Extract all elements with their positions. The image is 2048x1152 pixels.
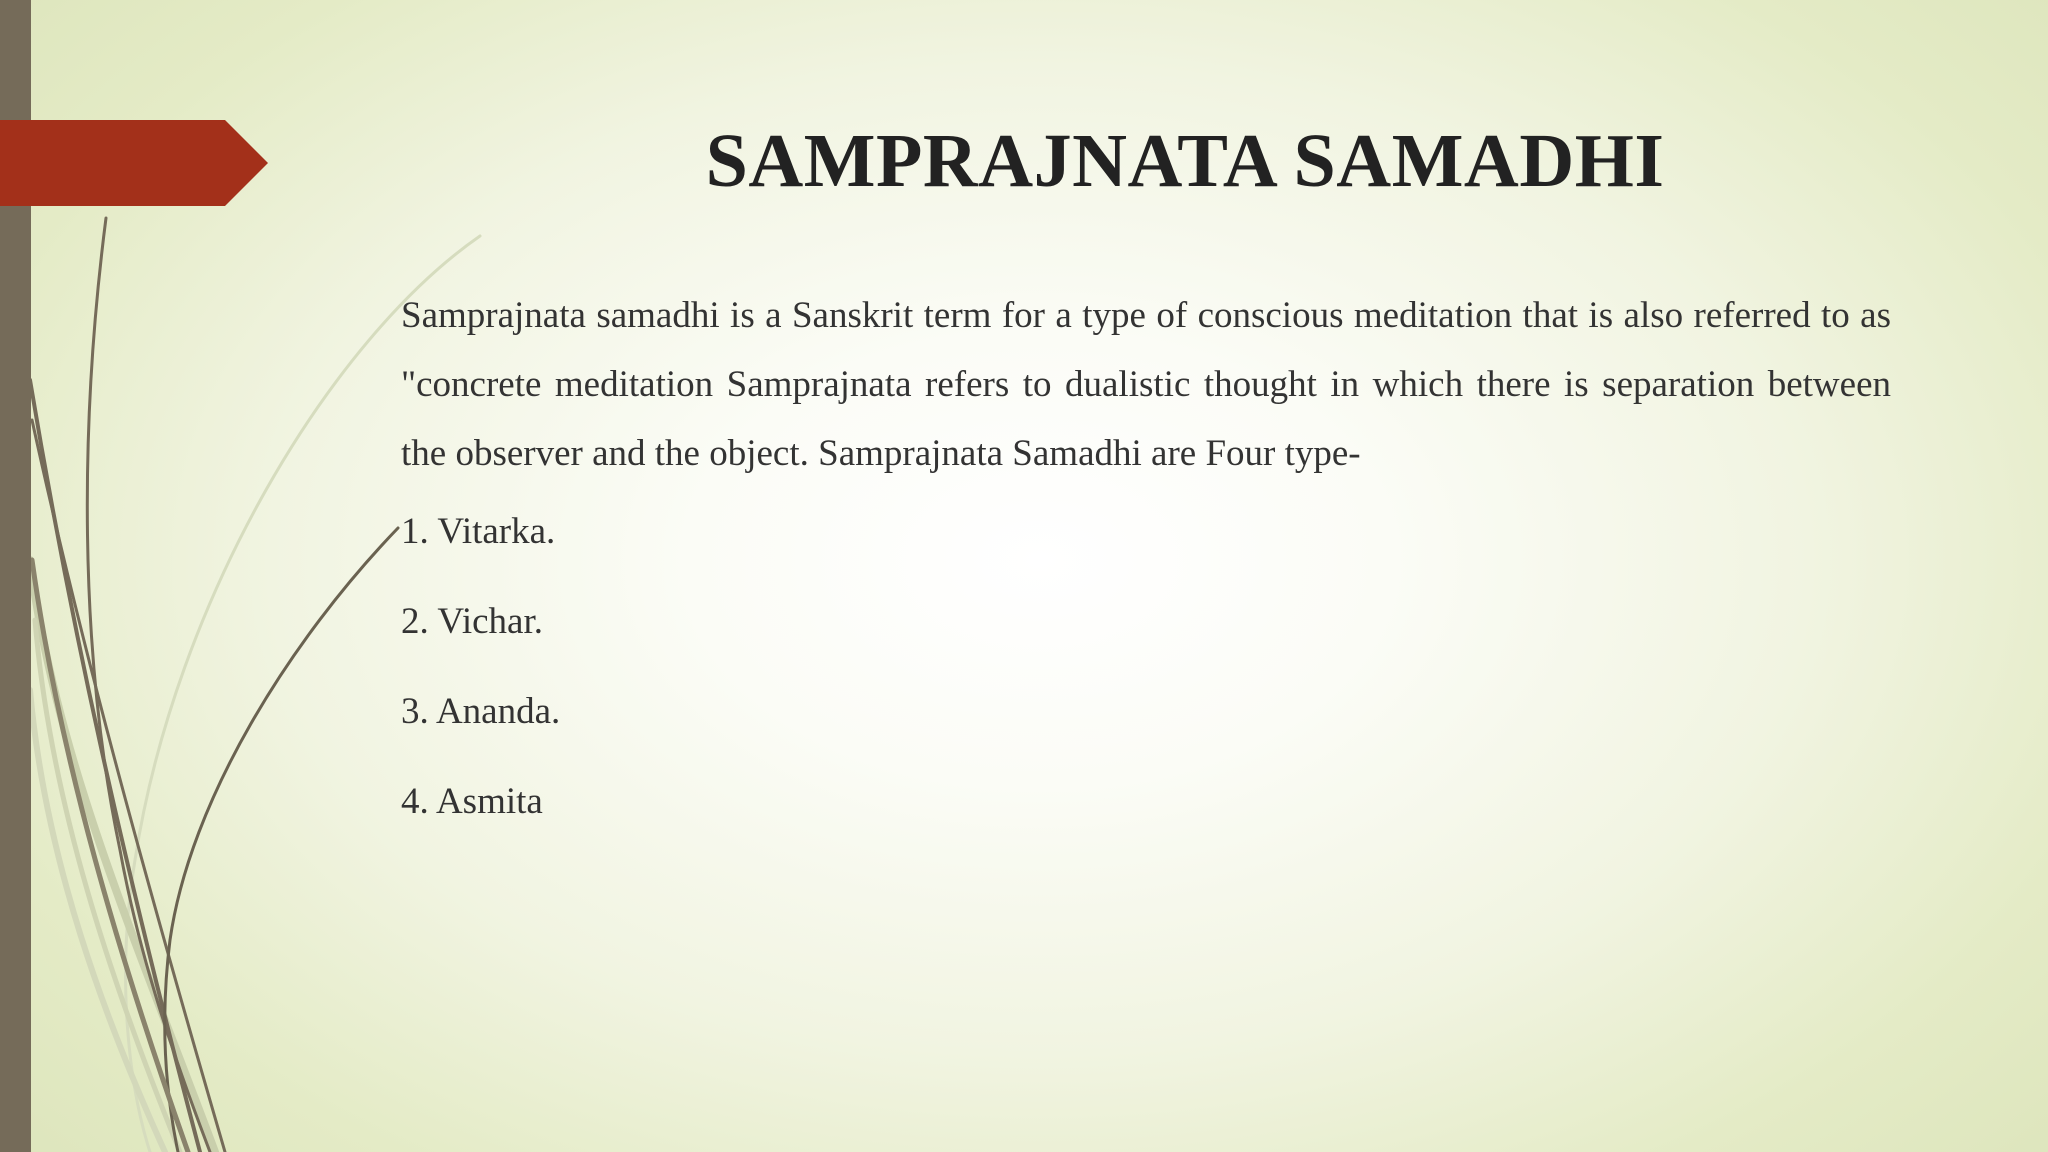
list-item: 4. Asmita bbox=[401, 781, 543, 822]
arrow-tab-shape bbox=[0, 120, 270, 206]
samadhi-types-list bbox=[401, 510, 1891, 870]
list-item: 2. Vichar. bbox=[401, 601, 543, 642]
slide-body bbox=[401, 281, 1891, 870]
slide-title: SAMPRAJNATA SAMADHI bbox=[705, 119, 1665, 203]
intro-paragraph: Samprajnata samadhi is a Sanskrit term for a type of conscious meditation that is also referred to as "concrete meditation Samprajnata refers to dualistic thought in which there is separation between the observer and the object. Samprajnata Samadhi are Four type- bbox=[401, 295, 1891, 474]
list-item: 1. Vitarka. bbox=[401, 511, 556, 552]
list-item: 3. Ananda. bbox=[401, 691, 561, 732]
